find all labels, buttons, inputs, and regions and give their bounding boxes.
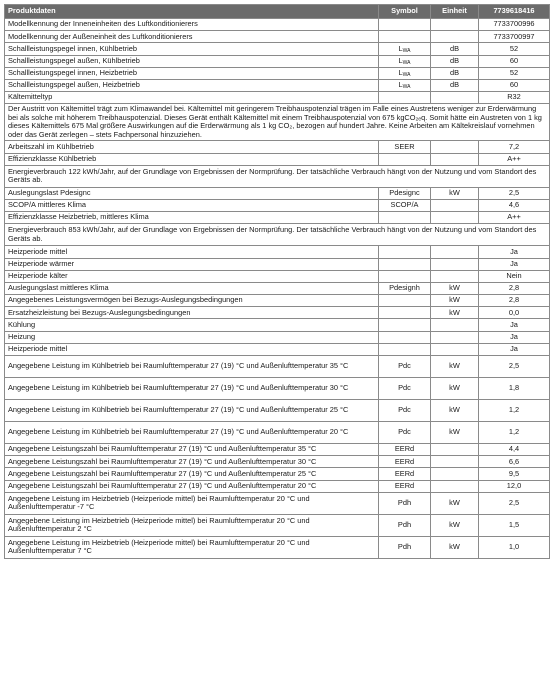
row-symbol xyxy=(379,187,431,199)
row-value: Ja xyxy=(479,246,550,258)
row-value: 1,2 xyxy=(479,422,550,444)
row-symbol xyxy=(379,67,431,79)
row-unit xyxy=(431,153,479,165)
row-symbol xyxy=(379,378,431,400)
row-symbol-text: L xyxy=(398,43,403,53)
row-symbol xyxy=(379,422,431,444)
row-symbol xyxy=(379,141,431,153)
table-row xyxy=(5,165,550,187)
row-symbol xyxy=(379,282,431,294)
table-row xyxy=(5,141,550,153)
row-value: 4,6 xyxy=(479,199,550,211)
table-row xyxy=(5,31,550,43)
row-symbol xyxy=(379,295,431,307)
table-row xyxy=(5,444,550,456)
row-unit xyxy=(431,444,479,456)
row-symbol xyxy=(379,307,431,319)
row-symbol xyxy=(379,153,431,165)
row-label: Schallleistungspegel außen, Kühlbetrieb xyxy=(5,55,379,67)
row-value: A++ xyxy=(479,212,550,224)
row-symbol-text: EERd xyxy=(394,444,415,454)
row-symbol xyxy=(379,319,431,331)
row-symbol xyxy=(379,246,431,258)
row-value: 7,2 xyxy=(479,141,550,153)
row-unit: dB xyxy=(431,67,479,79)
row-label: Modellkennung der Außeneinheit des Luftkonditionierers xyxy=(5,31,379,43)
header-product-data: Produktdaten xyxy=(5,5,379,19)
row-label: Kältemitteltyp xyxy=(5,92,379,104)
row-unit xyxy=(431,468,479,480)
row-label: Arbeitszahl im Kühlbetrieb xyxy=(5,141,379,153)
table-row xyxy=(5,212,550,224)
table-row xyxy=(5,468,550,480)
row-symbol xyxy=(379,492,431,514)
table-row xyxy=(5,356,550,378)
row-unit xyxy=(431,141,479,153)
row-label: Modellkennung der Inneneinheiten des Luftkonditionierers xyxy=(5,19,379,31)
row-unit xyxy=(431,258,479,270)
row-symbol-text: SCOP/A xyxy=(390,200,419,210)
row-unit: kW xyxy=(431,536,479,558)
row-unit: dB xyxy=(431,79,479,91)
row-symbol xyxy=(379,456,431,468)
row-label: SCOP/A mittleres Klima xyxy=(5,199,379,211)
table-row xyxy=(5,270,550,282)
row-label: Heizperiode mittel xyxy=(5,246,379,258)
row-unit xyxy=(431,212,479,224)
table-row xyxy=(5,187,550,199)
row-symbol-text: Pdc xyxy=(398,405,411,415)
row-symbol-text: L xyxy=(398,68,403,78)
table-row xyxy=(5,400,550,422)
row-value: Ja xyxy=(479,331,550,343)
row-label: Schallleistungspegel innen, Kühlbetrieb xyxy=(5,43,379,55)
row-unit: kW xyxy=(431,356,479,378)
row-label: Angegebene Leistung im Kühlbetrieb bei Raumlufttemperatur 27 (19) °C und Außenlufttemperatur 20 °C xyxy=(5,422,379,444)
header-unit: Einheit xyxy=(431,5,479,19)
row-value: 6,6 xyxy=(479,456,550,468)
header-article-number: 7739618416 xyxy=(479,5,550,19)
row-value: 2,5 xyxy=(479,356,550,378)
table-row xyxy=(5,55,550,67)
row-value: 1,5 xyxy=(479,514,550,536)
row-symbol-subscript: WA xyxy=(402,72,411,79)
row-unit: kW xyxy=(431,187,479,199)
row-symbol xyxy=(379,444,431,456)
row-symbol-subscript: WA xyxy=(402,59,411,66)
row-value: Ja xyxy=(479,319,550,331)
row-value: 2,8 xyxy=(479,295,550,307)
row-symbol-text: EERd xyxy=(394,468,415,478)
row-symbol xyxy=(379,79,431,91)
row-symbol xyxy=(379,19,431,31)
row-label: Angegebene Leistungszahl bei Raumlufttemperatur 27 (19) °C und Außenlufttemperatur 35 °C xyxy=(5,444,379,456)
table-row xyxy=(5,295,550,307)
row-unit: kW xyxy=(431,514,479,536)
row-value: 2,8 xyxy=(479,282,550,294)
row-value: 2,5 xyxy=(479,492,550,514)
row-value: 1,8 xyxy=(479,378,550,400)
table-row xyxy=(5,43,550,55)
table-row xyxy=(5,319,550,331)
row-label: Heizperiode kälter xyxy=(5,270,379,282)
table-row xyxy=(5,378,550,400)
table-row xyxy=(5,67,550,79)
table-row xyxy=(5,92,550,104)
row-value: 60 xyxy=(479,55,550,67)
row-unit: kW xyxy=(431,307,479,319)
row-value: 7733700996 xyxy=(479,19,550,31)
row-symbol-subscript: WA xyxy=(402,47,411,54)
row-unit: kW xyxy=(431,282,479,294)
row-symbol-text: EERd xyxy=(394,480,415,490)
row-symbol xyxy=(379,356,431,378)
product-data-table xyxy=(4,4,550,559)
row-label: Angegebene Leistung im Kühlbetrieb bei Raumlufttemperatur 27 (19) °C und Außenlufttemperatur 30 °C xyxy=(5,378,379,400)
row-symbol-text: EERd xyxy=(394,456,415,466)
row-label: Heizung xyxy=(5,331,379,343)
header-symbol: Symbol xyxy=(379,5,431,19)
row-symbol-text: Pdh xyxy=(397,541,412,551)
table-row xyxy=(5,514,550,536)
row-unit xyxy=(431,270,479,282)
row-label: Angegebene Leistungszahl bei Raumlufttemperatur 27 (19) °C und Außenlufttemperatur 25 °C xyxy=(5,468,379,480)
row-symbol-text: Pdh xyxy=(397,497,412,507)
row-value: 1,0 xyxy=(479,536,550,558)
table-row xyxy=(5,536,550,558)
row-value: R32 xyxy=(479,92,550,104)
row-label: Angegebene Leistung im Heizbetrieb (Heizperiode mittel) bei Raumlufttemperatur 20 °C und Außenlufttemperatur 7 °C xyxy=(5,536,379,558)
row-symbol xyxy=(379,92,431,104)
table-row xyxy=(5,224,550,246)
row-unit: kW xyxy=(431,400,479,422)
row-label: Angegebene Leistung im Kühlbetrieb bei Raumlufttemperatur 27 (19) °C und Außenlufttemperatur 35 °C xyxy=(5,356,379,378)
row-symbol-text: Pdc xyxy=(398,383,411,393)
row-symbol xyxy=(379,331,431,343)
table-row xyxy=(5,153,550,165)
row-unit xyxy=(431,92,479,104)
row-symbol xyxy=(379,536,431,558)
table-body xyxy=(5,19,550,559)
row-label: Heizperiode mittel xyxy=(5,343,379,355)
row-label: Auslegungslast mittleres Klima xyxy=(5,282,379,294)
row-symbol-text: Pdc xyxy=(398,361,411,371)
row-label: Heizperiode wärmer xyxy=(5,258,379,270)
row-unit xyxy=(431,456,479,468)
info-note: Energieverbrauch 853 kWh/Jahr, auf der Grundlage von Ergebnissen der Normprüfung. Der tatsächliche Verbrauch hängt von der Nutzung und vom Standort des Geräts ab. xyxy=(5,224,550,246)
table-row xyxy=(5,104,550,141)
row-value: 12,0 xyxy=(479,480,550,492)
row-symbol xyxy=(379,212,431,224)
table-row xyxy=(5,456,550,468)
table-row xyxy=(5,492,550,514)
row-label: Schallleistungspegel innen, Heizbetrieb xyxy=(5,67,379,79)
row-symbol xyxy=(379,514,431,536)
row-symbol xyxy=(379,400,431,422)
row-label: Kühlung xyxy=(5,319,379,331)
row-unit xyxy=(431,199,479,211)
row-label: Ersatzheizleistung bei Bezugs-Auslegungsbedingungen xyxy=(5,307,379,319)
row-symbol-subscript: WA xyxy=(402,84,411,91)
row-unit: dB xyxy=(431,55,479,67)
row-value: 60 xyxy=(479,79,550,91)
table-row xyxy=(5,422,550,444)
row-unit: kW xyxy=(431,492,479,514)
row-unit xyxy=(431,19,479,31)
table-row xyxy=(5,307,550,319)
row-value: 2,5 xyxy=(479,187,550,199)
table-row xyxy=(5,282,550,294)
row-value: 9,5 xyxy=(479,468,550,480)
row-label: Angegebene Leistungszahl bei Raumlufttemperatur 27 (19) °C und Außenlufttemperatur 30 °C xyxy=(5,456,379,468)
row-label: Angegebene Leistungszahl bei Raumlufttemperatur 27 (19) °C und Außenlufttemperatur 20 °C xyxy=(5,480,379,492)
row-symbol xyxy=(379,55,431,67)
row-symbol-text: Pdh xyxy=(397,519,412,529)
row-value: 7733700997 xyxy=(479,31,550,43)
row-symbol-text: Pdesignc xyxy=(389,188,420,198)
row-unit: kW xyxy=(431,422,479,444)
info-note: Energieverbrauch 122 kWh/Jahr, auf der Grundlage von Ergebnissen der Normprüfung. Der tatsächliche Verbrauch hängt von der Nutzung und vom Standort des Geräts ab. xyxy=(5,165,550,187)
row-unit xyxy=(431,246,479,258)
row-value: 0,0 xyxy=(479,307,550,319)
row-unit: kW xyxy=(431,378,479,400)
row-symbol xyxy=(379,270,431,282)
row-symbol-text: L xyxy=(398,80,403,90)
table-row xyxy=(5,331,550,343)
row-value: 1,2 xyxy=(479,400,550,422)
row-unit: kW xyxy=(431,295,479,307)
row-value: 4,4 xyxy=(479,444,550,456)
row-symbol xyxy=(379,468,431,480)
row-symbol xyxy=(379,343,431,355)
row-symbol xyxy=(379,480,431,492)
table-row xyxy=(5,246,550,258)
row-value: Ja xyxy=(479,343,550,355)
row-symbol xyxy=(379,199,431,211)
row-unit xyxy=(431,31,479,43)
row-unit xyxy=(431,480,479,492)
row-label: Effizienzklasse Heizbetrieb, mittleres Klima xyxy=(5,212,379,224)
row-value: 52 xyxy=(479,43,550,55)
row-unit: dB xyxy=(431,43,479,55)
row-symbol xyxy=(379,31,431,43)
row-unit xyxy=(431,331,479,343)
row-symbol-text: SEER xyxy=(394,141,415,151)
row-symbol-text: Pdc xyxy=(398,427,411,437)
product-data-sheet xyxy=(4,4,549,559)
row-label: Schallleistungspegel außen, Heizbetrieb xyxy=(5,79,379,91)
row-unit xyxy=(431,319,479,331)
row-value: A++ xyxy=(479,153,550,165)
table-row xyxy=(5,480,550,492)
row-unit xyxy=(431,343,479,355)
table-row xyxy=(5,19,550,31)
row-label: Angegebenes Leistungsvermögen bei Bezugs-Auslegungsbedingungen xyxy=(5,295,379,307)
row-label: Angegebene Leistung im Heizbetrieb (Heizperiode mittel) bei Raumlufttemperatur 20 °C und Außenlufttemperatur -7 °C xyxy=(5,492,379,514)
table-row xyxy=(5,343,550,355)
row-label: Angegebene Leistung im Kühlbetrieb bei Raumlufttemperatur 27 (19) °C und Außenlufttemperatur 25 °C xyxy=(5,400,379,422)
row-label: Angegebene Leistung im Heizbetrieb (Heizperiode mittel) bei Raumlufttemperatur 20 °C und Außenlufttemperatur 2 °C xyxy=(5,514,379,536)
table-header-row xyxy=(5,5,550,19)
table-row xyxy=(5,258,550,270)
row-symbol xyxy=(379,43,431,55)
row-label: Auslegungslast Pdesignc xyxy=(5,187,379,199)
row-value: Ja xyxy=(479,258,550,270)
row-value: 52 xyxy=(479,67,550,79)
info-note: Der Austritt von Kältemittel trägt zum Klimawandel bei. Kältemittel mit geringerem Treibhauspotenzial trägen im Falle eines Austretens weniger zur Erderwärmung bei als solche mit höherem Treibhauspotenzial. Dieses Gerät enthält Kältemittel mit einem Treibhauspotenzial von 675 kgCO₂ₑq. Somit hätte ein Austreten von 1 kg dieses Kältemittels 675 Mal größere Auswirkungen auf die Erderwärmung als 1 kg CO₂, bezogen auf hundert Jahre. Keine Arbeiten am Kältekreislauf vornehmen oder das Gerät zerlegen – stets Fachpersonal hinzuziehen. xyxy=(5,104,550,141)
row-symbol xyxy=(379,258,431,270)
row-symbol-text: Pdesignh xyxy=(389,283,420,293)
table-row xyxy=(5,199,550,211)
row-value: Nein xyxy=(479,270,550,282)
row-symbol-text: L xyxy=(398,55,403,65)
table-row xyxy=(5,79,550,91)
row-label: Effizienzklasse Kühlbetrieb xyxy=(5,153,379,165)
